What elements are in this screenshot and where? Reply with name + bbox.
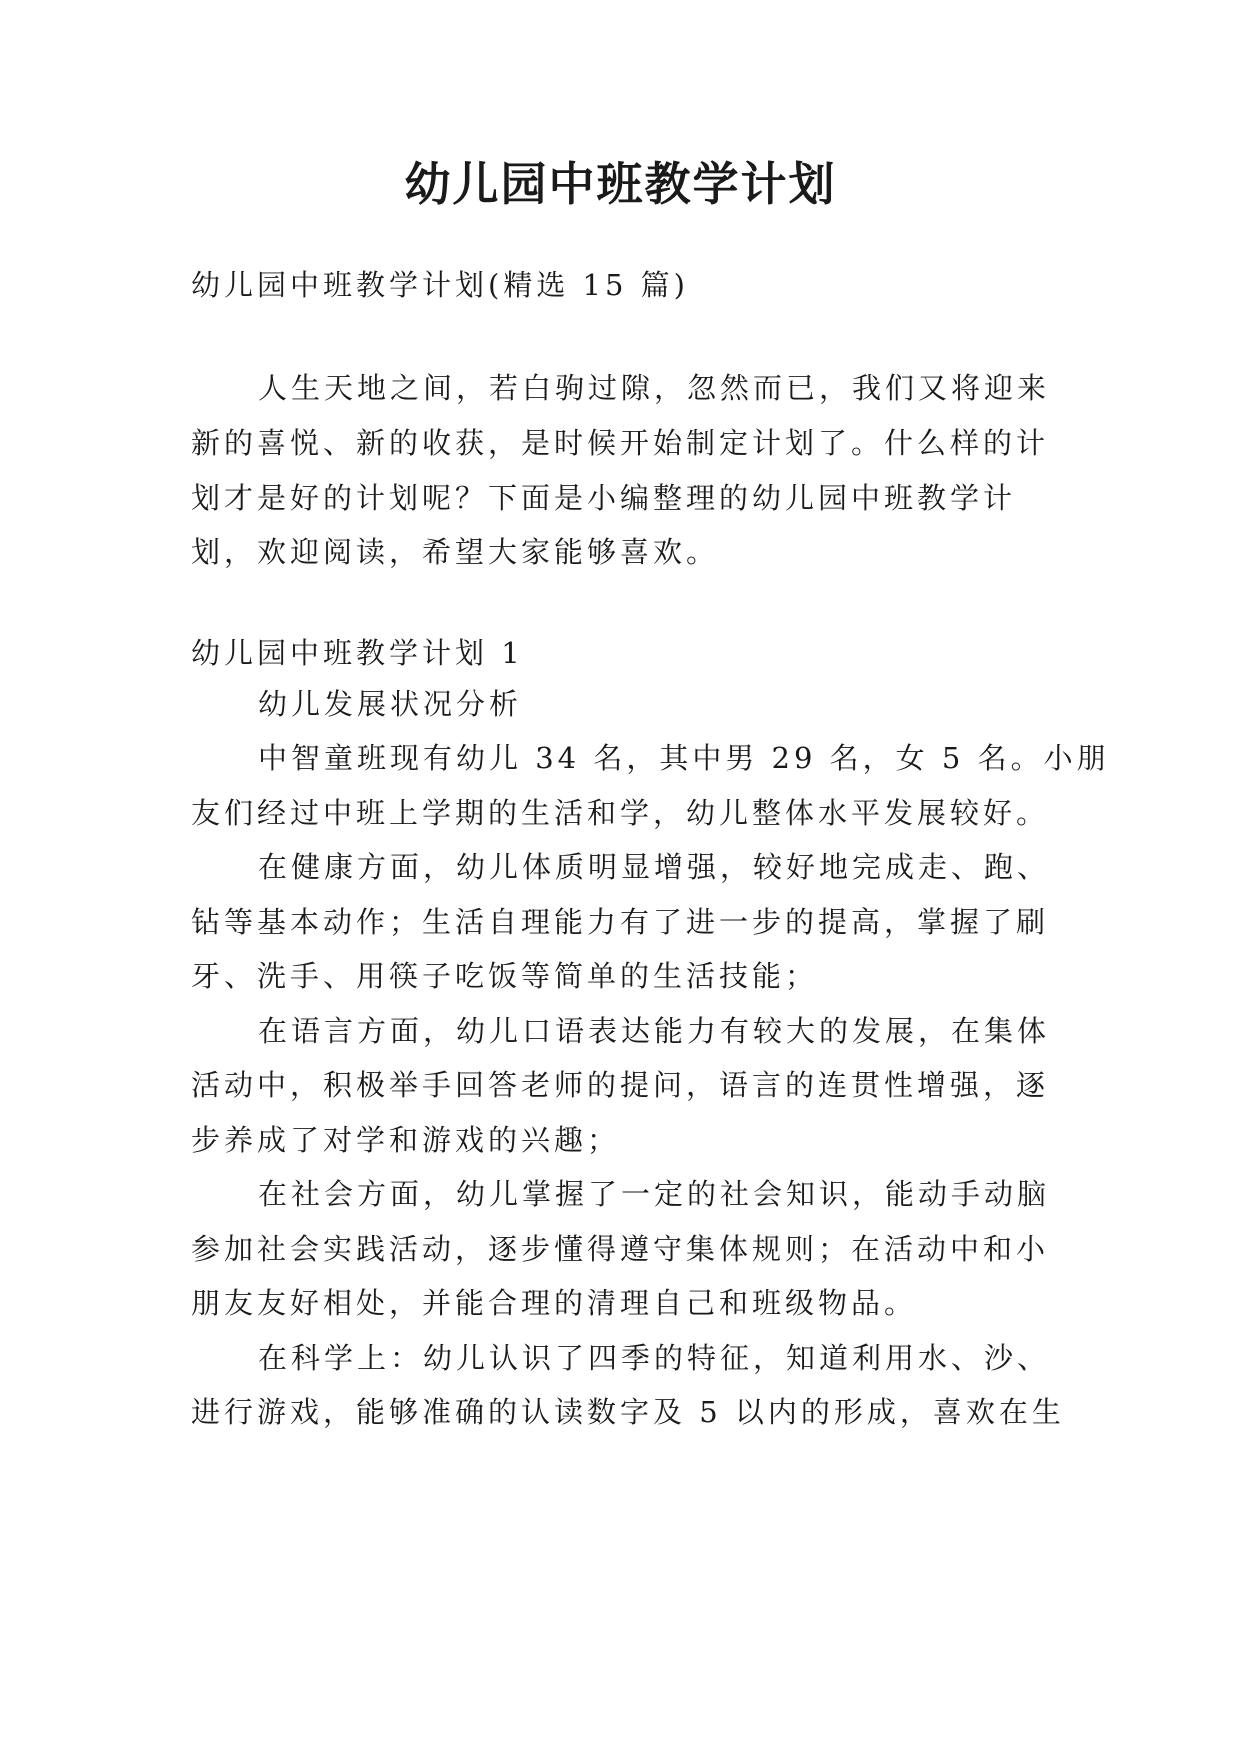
document-subtitle: 幼儿园中班教学计划(精选 15 篇) [191,268,689,302]
paragraph-line: 划，欢迎阅读，希望大家能够喜欢。 [191,535,720,569]
paragraph-line: 在社会方面，幼儿掌握了一定的社会知识，能动手动脑 [258,1177,1051,1211]
paragraph-line: 人生天地之间，若白驹过隙，忽然而已，我们又将迎来 [258,371,1051,405]
paragraph-line: 在语言方面，幼儿口语表达能力有较大的发展，在集体 [258,1014,1051,1048]
section-heading: 幼儿园中班教学计划 1 [191,636,524,670]
paragraph-line: 活动中，积极举手回答老师的提问，语言的连贯性增强，逐 [191,1068,1050,1102]
paragraph-line: 友们经过中班上学期的生活和学，幼儿整体水平发展较好。 [191,796,1050,830]
paragraph-line: 步养成了对学和游戏的兴趣； [191,1123,621,1157]
paragraph-line: 朋友友好相处，并能合理的清理自己和班级物品。 [191,1286,918,1320]
paragraph-line: 新的喜悦、新的收获，是时候开始制定计划了。什么样的计 [191,426,1050,460]
paragraph-line: 在健康方面，幼儿体质明显增强，较好地完成走、跑、 [258,850,1051,884]
paragraph-line: 钻等基本动作；生活自理能力有了进一步的提高，掌握了刷 [191,905,1050,939]
document-title: 幼儿园中班教学计划 [404,157,837,211]
paragraph-line: 进行游戏，能够准确的认读数字及 5 以内的形成，喜欢在生 [191,1395,1065,1429]
paragraph-line: 中智童班现有幼儿 34 名，其中男 29 名，女 5 名。小朋 [258,741,1110,775]
subsection-heading: 幼儿发展状况分析 [258,687,523,721]
paragraph-line: 划才是好的计划呢？下面是小编整理的幼儿园中班教学计 [191,481,1017,515]
paragraph-line: 参加社会实践活动，逐步懂得遵守集体规则；在活动中和小 [191,1232,1050,1266]
paragraph-line: 在科学上：幼儿认识了四季的特征，知道利用水、沙、 [258,1341,1051,1375]
paragraph-line: 牙、洗手、用筷子吃饭等简单的生活技能； [191,959,819,993]
